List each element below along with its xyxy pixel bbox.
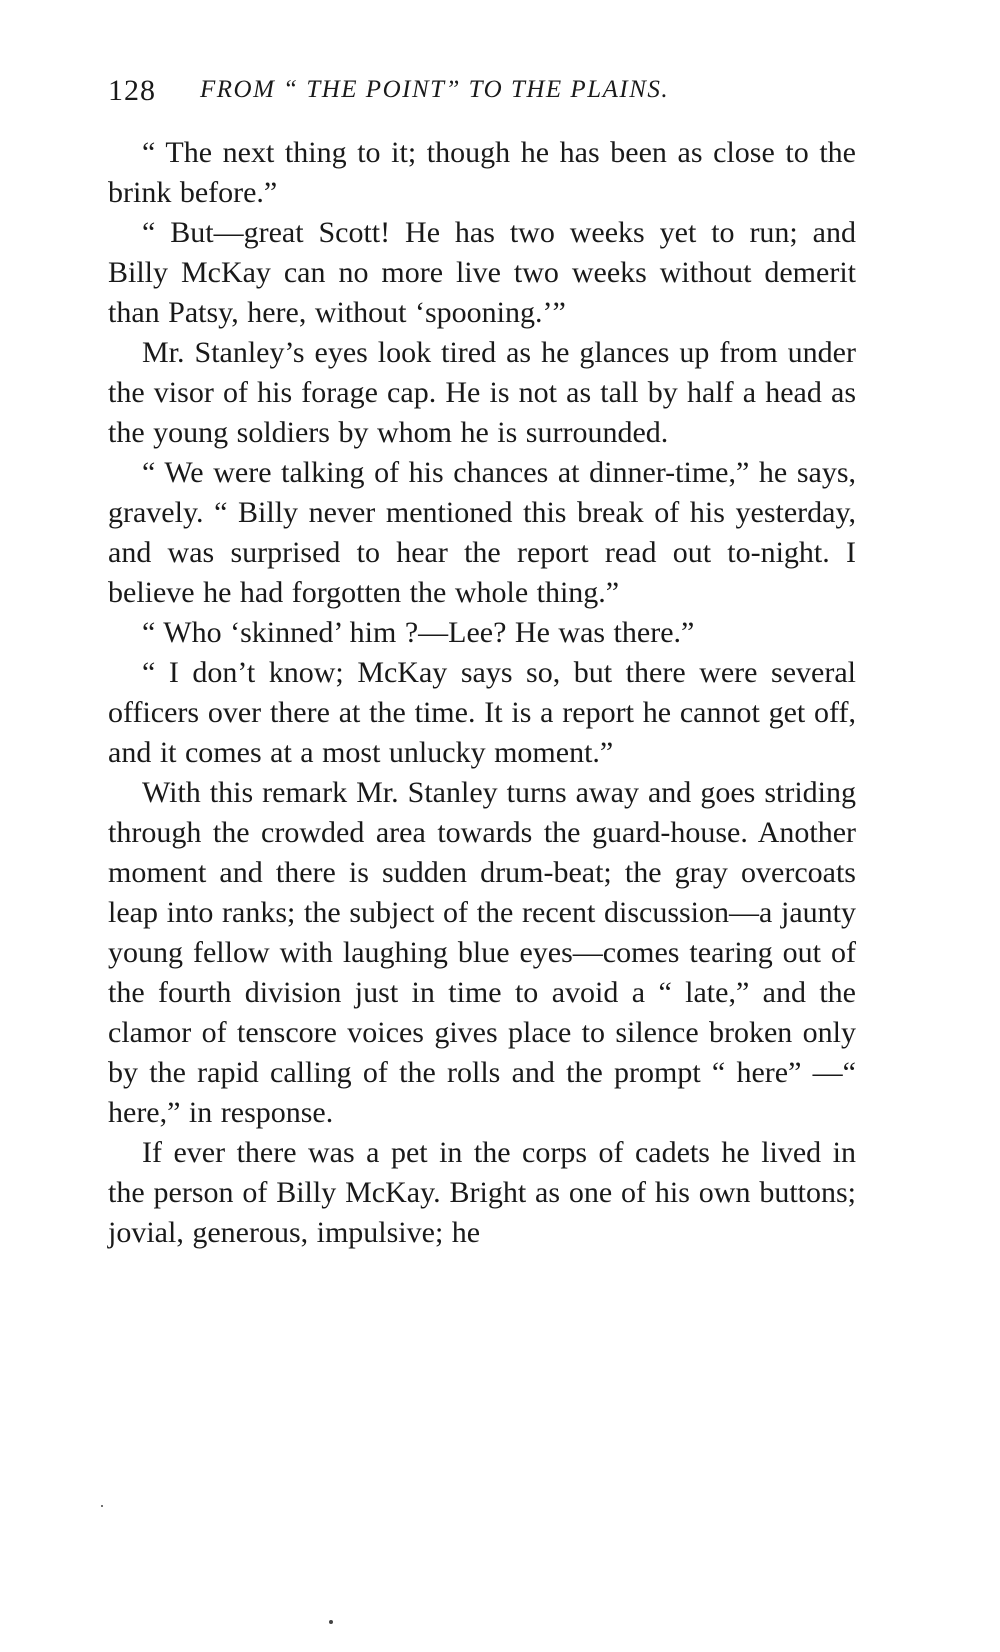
paragraph-4: “ We were talking of his chances at dinner-time,” he says, gravely. “ Billy never mentioned this break of his yesterday, and was surprised to hear the report read out to-night. I believe he had forgotten the whole thing.” — [108, 456, 856, 609]
speck-mark — [101, 1505, 103, 1507]
page-number: 128 — [108, 74, 156, 107]
body-text — [108, 133, 856, 1253]
paragraph-6: “ I don’t know; McKay says so, but there were several officers over there at the time. It is a report he cannot get off, and it comes at a most unlucky moment.” — [108, 656, 856, 769]
page-header — [108, 74, 868, 114]
paragraph-7: With this remark Mr. Stanley turns away and goes striding through the crowded area towards the guard-house. Another moment and there is sudden drum-beat; the gray overcoats leap into ranks; the subject of the recent discussion—a jaunty young fellow with laughing blue eyes—comes tearing out of the fourth division just in time to avoid a “ late,” and the clamor of tenscore voices gives place to silence broken only by the rapid calling of the rolls and the prompt “ here” —“ here,” in response. — [108, 776, 856, 1129]
paragraph-3: Mr. Stanley’s eyes look tired as he glances up from under the visor of his forage cap. He is not as tall by half a head as the young soldiers by whom he is surrounded. — [108, 336, 856, 449]
paragraph-5: “ Who ‘skinned’ him ?—Lee? He was there.” — [142, 616, 695, 649]
speck-mark — [329, 1620, 333, 1624]
paragraph-8: If ever there was a pet in the corps of cadets he lived in the person of Billy McKay. Bright as one of his own buttons; jovial, generous, impulsive; he — [108, 1136, 856, 1249]
running-head: FROM “ THE POINT” TO THE PLAINS. — [200, 76, 670, 103]
paragraph-2: “ But—great Scott! He has two weeks yet to run; and Billy McKay can no more live two weeks without demerit than Patsy, here, without ‘spooning.’” — [108, 216, 856, 329]
paragraph-1: “ The next thing to it; though he has been as close to the brink before.” — [108, 136, 856, 209]
